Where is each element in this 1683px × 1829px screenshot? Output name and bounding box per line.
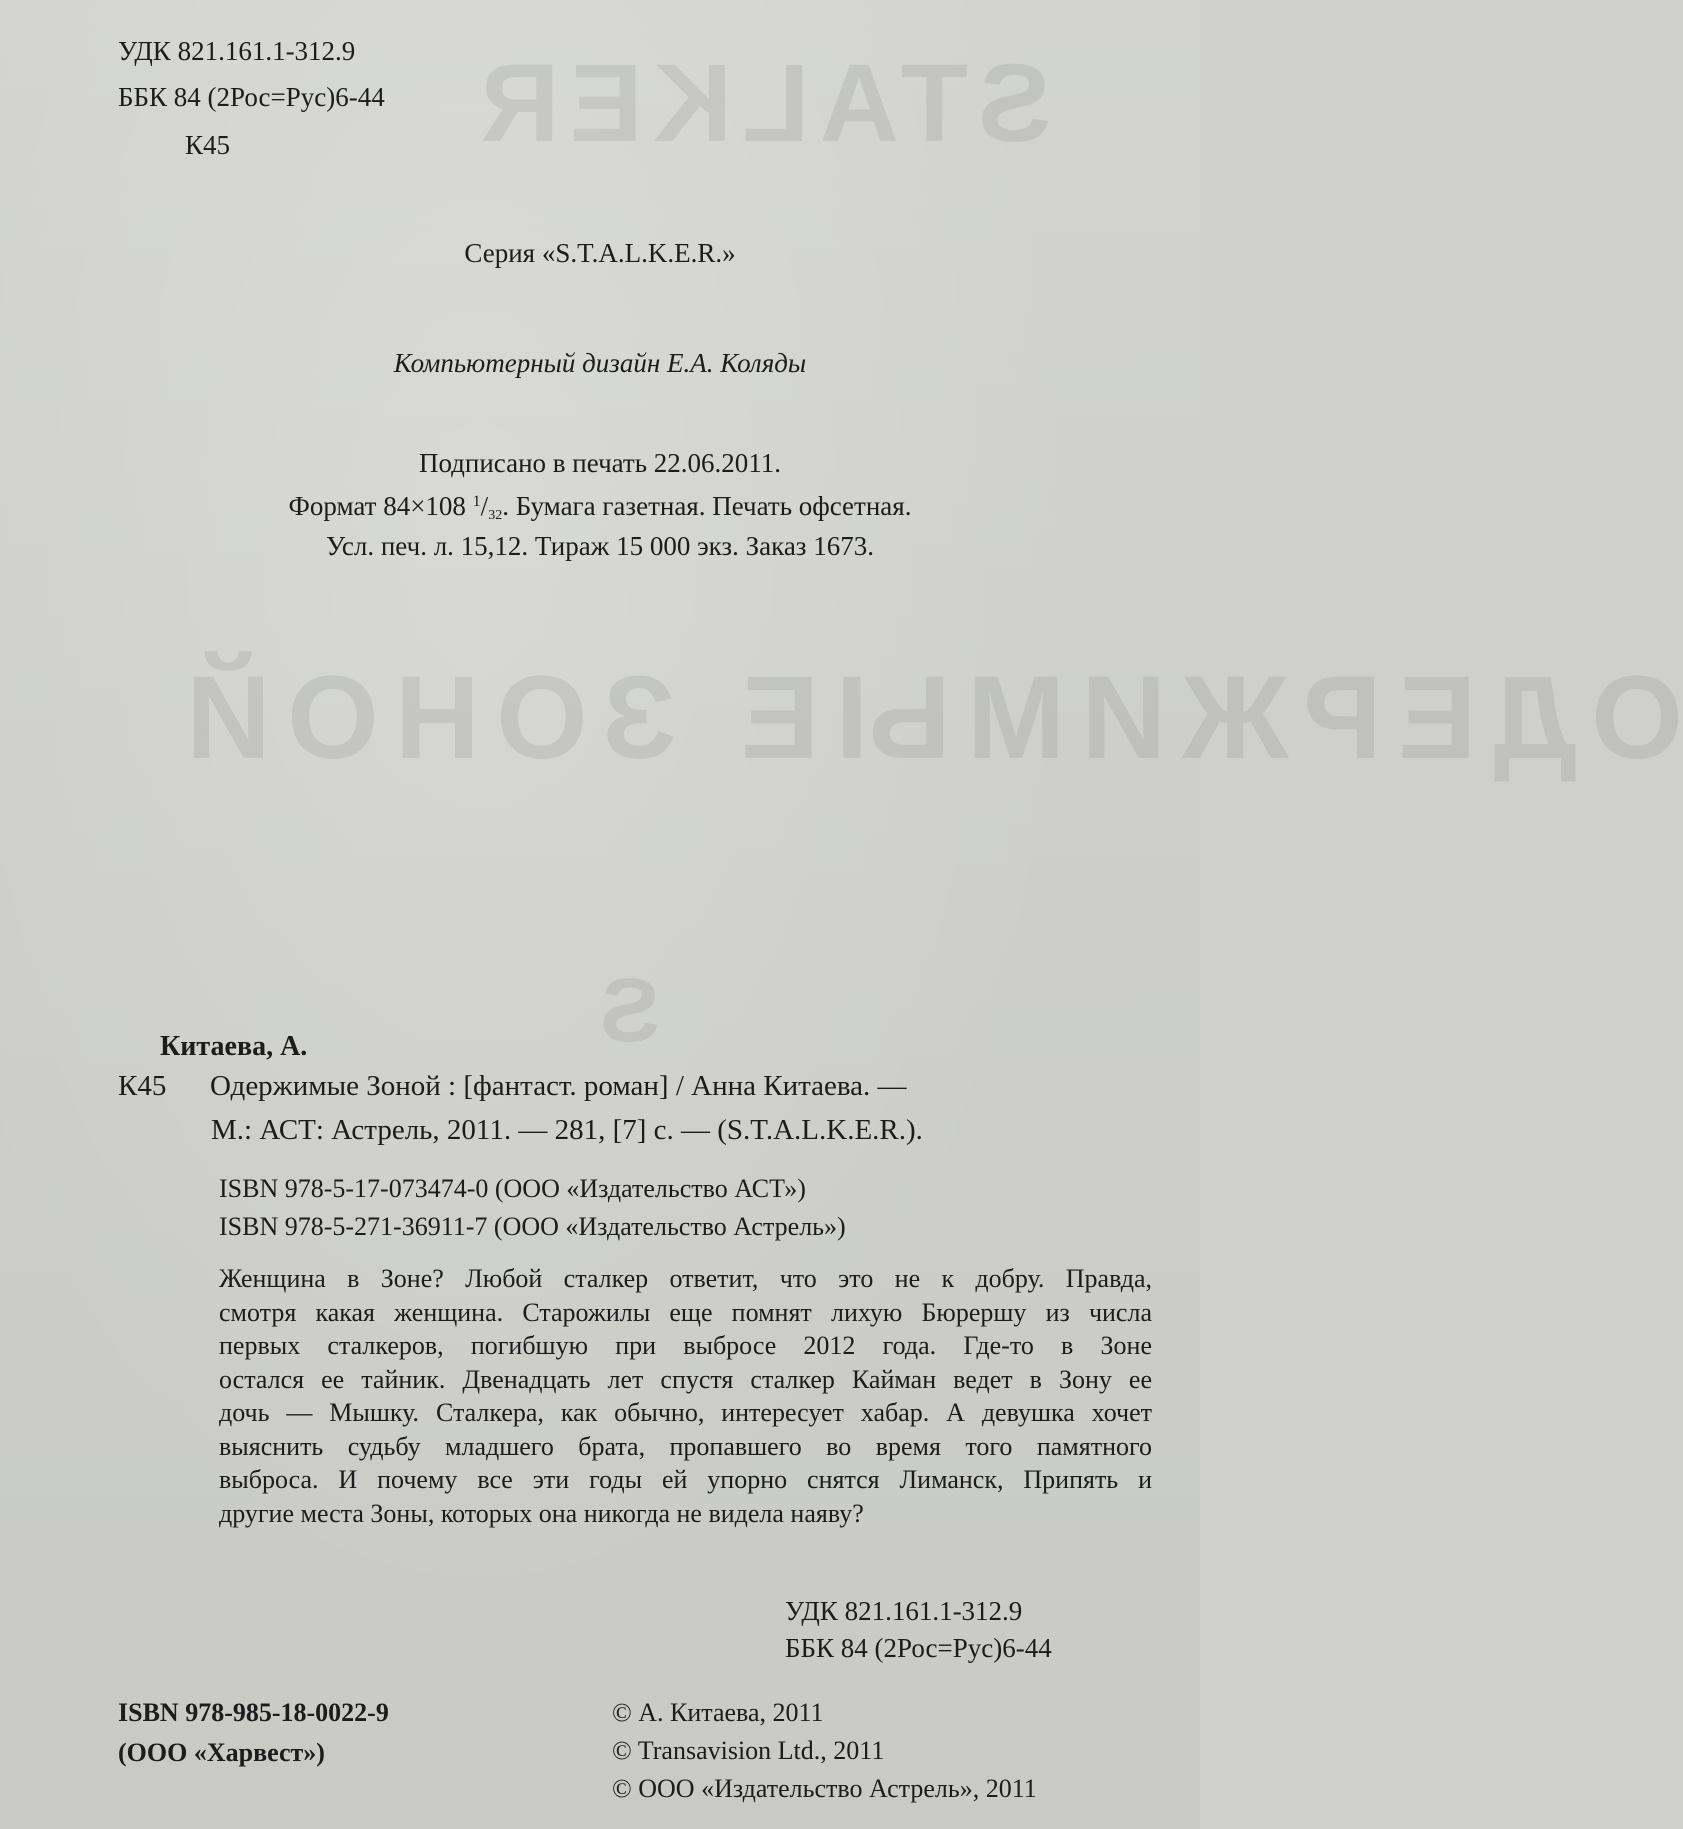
isbn-astrel: ISBN 978-5-271-36911-7 (ООО «Издательство Астрель»)	[219, 1212, 846, 1241]
catalog-author-mark: К45	[118, 1070, 167, 1102]
udk-code-bottom: УДК 821.161.1-312.9	[785, 1596, 1023, 1626]
annotation-line: смотря какая женщина. Старожилы еще помнят лихую Бюрершу из числа	[219, 1297, 1152, 1327]
format-prefix: Формат 84×108	[288, 491, 466, 521]
bbk-code-top: ББК 84 (2Рос=Рус)6-44	[118, 82, 385, 112]
print-info: Усл. печ. л. 15,12. Тираж 15 000 экз. Заказ 1673.	[326, 531, 874, 561]
annotation-line: первых сталкеров, погибшую при выбросе 2012 года. Где-то в Зоне	[219, 1331, 1152, 1360]
show-through-text-middle: ОДЕРЖИМЫЕ ЗОНОЙ	[170, 652, 1683, 784]
format-line: Формат 84×108 $^1$/32. Бумага газетная. Печать офсетная.	[288, 491, 912, 523]
copyright-transavision: © Transavision Ltd., 2011	[612, 1736, 885, 1765]
format-fraction-denominator: 32	[488, 508, 503, 523]
catalog-title-line	[118, 1072, 907, 1101]
copyright-author: © А. Китаева, 2011	[612, 1698, 824, 1727]
isbn-harvest: ISBN 978-985-18-0022-9	[118, 1698, 389, 1727]
author-mark-top: К45	[185, 130, 231, 160]
annotation-line: выяснить судьбу младшего брата, пропавшего во время того памятного	[219, 1431, 1152, 1461]
annotation-line: выброса. И почему все эти годы ей упорно снятся Лиманск, Припять и	[219, 1465, 1152, 1494]
copyright-astrel: © ООО «Издательство Астрель», 2011	[612, 1774, 1037, 1803]
annotation-line: остался ее тайник. Двенадцать лет спустя сталкер Кайман ведет в Зону ее	[219, 1364, 1152, 1394]
annotation-line: другие места Зоны, которых она никогда не видела наяву?	[219, 1498, 864, 1528]
annotation-line: дочь — Мышку. Сталкера, как обычно, интересует хабар. А девушка хочет	[219, 1398, 1152, 1427]
udk-code-top: УДК 821.161.1-312.9	[118, 36, 356, 66]
annotation-line: Женщина в Зоне? Любой сталкер ответит, что это не к добру. Правда,	[219, 1264, 1152, 1293]
catalog-publication-line: М.: АСТ: Астрель, 2011. — 281, [7] с. — (S.T.A.L.K.E.R.).	[211, 1114, 923, 1146]
show-through-text-top: STALKER	[470, 42, 1052, 165]
isbn-ast: ISBN 978-5-17-073474-0 (ООО «Издательство АСТ»)	[219, 1174, 806, 1203]
catalog-author: Китаева, А.	[160, 1031, 308, 1062]
catalog-title: Одержимые Зоной : [фантаст. роман] / Анна Китаева. —	[210, 1070, 907, 1102]
bbk-code-bottom: ББК 84 (2Рос=Рус)6-44	[785, 1633, 1052, 1663]
show-through-logo: S	[600, 961, 661, 1061]
signed-to-print: Подписано в печать 22.06.2011.	[418, 448, 782, 478]
publisher-harvest: (ООО «Харвест»)	[118, 1738, 325, 1767]
format-fraction-numerator: 1	[472, 493, 481, 510]
design-credit: Компьютерный дизайн Е.А. Коляды	[393, 348, 807, 378]
series-line: Серия «S.T.A.L.K.E.R.»	[464, 238, 736, 268]
annotation	[219, 1262, 1152, 1530]
format-suffix: . Бумага газетная. Печать офсетная.	[502, 491, 912, 521]
